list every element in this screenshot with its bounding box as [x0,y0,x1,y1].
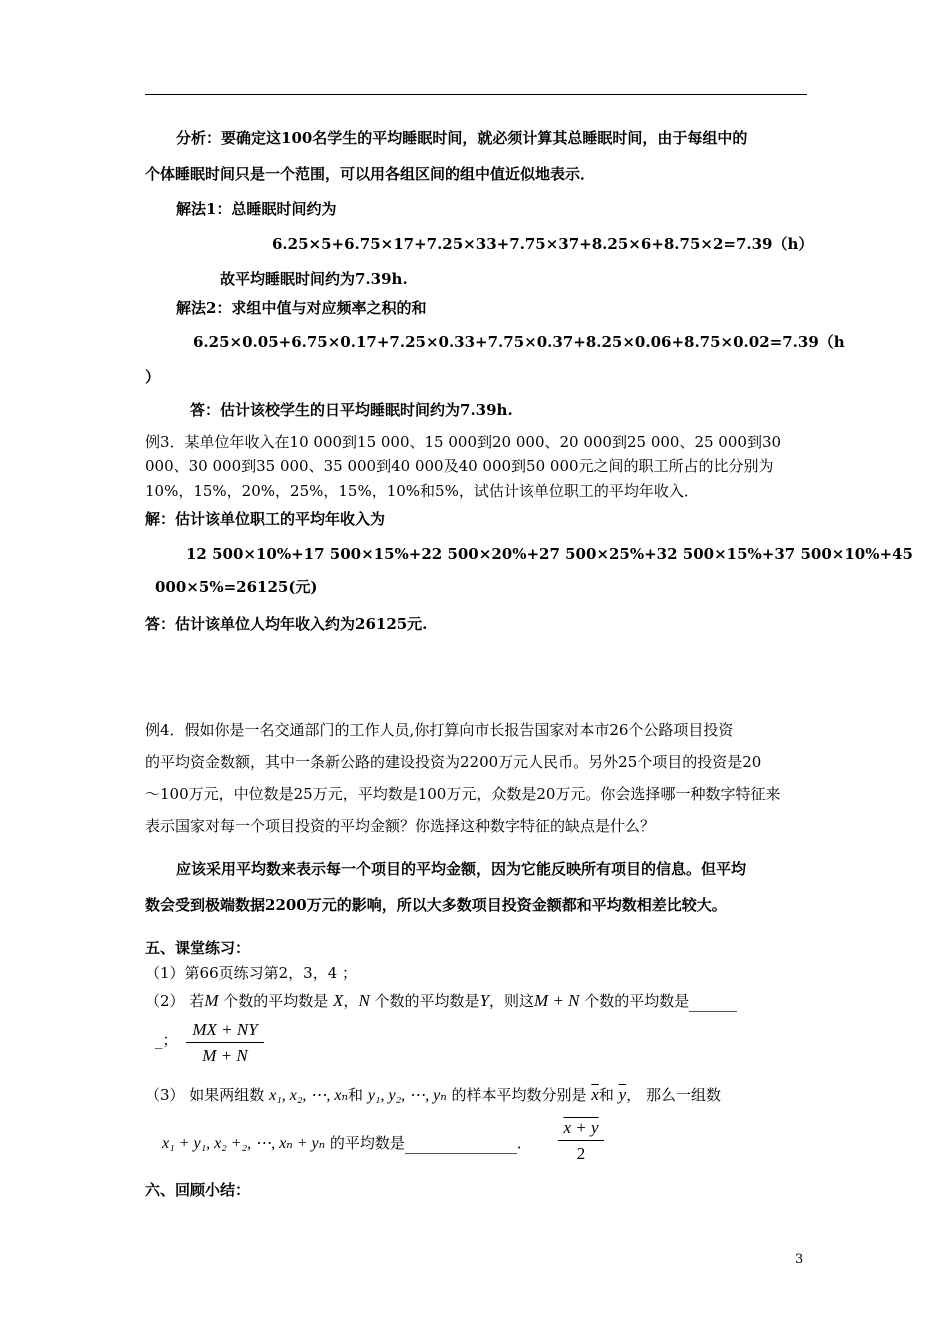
analysis-line-1: 分析：要确定这100名学生的平均睡眠时间，就必须计算其总睡眠时间，由于每组中的 [176,129,748,147]
method2-formula-line-2: ） [145,368,161,386]
item3-prefix: （3） 如果两组数 [145,1086,265,1104]
method1-result: 故平均睡眠时间约为7.39h. [220,270,408,288]
method1-formula: 6.25×5+6.75×17+7.25×33+7.75×37+8.25×6+8.75×2=7.39（h） [272,235,814,253]
item2-text: 个数的平均数是 [218,992,334,1010]
item2-fraction [186,1020,264,1066]
var-y: Y [479,991,490,1010]
var-m: M [204,991,219,1010]
example3-answer: 答：估计该单位人均年收入约为26125元. [145,615,428,633]
answer-blank [689,991,737,1012]
example4-answer-line-2: 数会受到极端数据2200万元的影响，所以大多数项目投资金额都和平均数相差比较大。 [145,896,727,914]
example4-line-3: ～100万元，中位数是25万元，平均数是100万元，众数是20万元。你会选择哪一种数字特征来 [145,785,781,803]
fraction-numerator: x + y [563,1118,599,1137]
answer-blank [405,1133,517,1154]
item3-text: ， 那么一组数 [626,1086,721,1104]
item3-and: 和 [598,1086,614,1104]
item2-prefix: （2） 若 [145,992,205,1010]
section5-title: 五、课堂练习： [145,939,251,957]
header-rule [145,94,807,95]
exercise-item-2 [145,991,737,1012]
var-x: X [333,991,344,1010]
page-number: 3 [795,1252,804,1267]
method2-title: 解法2：求组中值与对应频率之积的和 [176,299,427,317]
item2-text: 个数的平均数是 [579,992,690,1010]
example3-line-3: 10%，15%，20%，25%，15%，10%和5%，试估计该单位职工的平均年收入． [145,482,699,500]
seq-y: y₁, y₂, ⋯, yₙ [367,1087,447,1104]
answer-sleep: 答：估计该校学生的日平均睡眠时间约为7.39h. [190,401,513,419]
fraction-numerator: MX + NY [192,1020,258,1039]
item2-tail: _； [155,1031,178,1049]
item3-text: 的平均数是 [329,1134,405,1152]
seq-x: x₁, x₂, ⋯, xₙ [269,1087,349,1104]
exercise-item-3-line-2 [162,1133,532,1154]
method2-formula-line-1: 6.25×0.05+6.75×0.17+7.25×0.33+7.75×0.37+8.25×0.06+8.75×0.02=7.39（h [193,333,845,351]
fraction-denominator: M + N [202,1046,248,1065]
exercise-item-3 [145,1085,721,1106]
item3-fraction [558,1118,604,1164]
item3-period: ． [516,1134,532,1152]
analysis-line-2: 个体睡眠时间只是一个范围，可以用各组区间的组中值近似地表示． [145,165,596,183]
example3-line-1: 例3．某单位年收入在10 000到15 000、15 000到20 000、20 000到25 000、25 000到30 [145,433,782,451]
method1-title: 解法1：总睡眠时间约为 [176,200,337,218]
var-m-plus-n: M + N [534,991,580,1010]
item2-comma: ， [343,992,359,1010]
example4-line-1: 例4．假如你是一名交通部门的工作人员,你打算向市长报告国家对本市26个公路项目投资 [145,721,734,739]
example4-line-2: 的平均资金数额，其中一条新公路的建设投资为2200万元人民币。另外25个项目的投资是20 [145,753,762,771]
example3-line-2: 000、30 000到35 000、35 000到40 000及40 000到50 000元之间的职工所占的比分别为 [145,457,774,475]
example3-formula-line-1: 12 500×10%+17 500×15%+22 500×20%+27 500×25%+32 500×15%+37 500×10%+45 [186,545,913,563]
section6-title: 六、回顾小结： [145,1181,251,1199]
example3-formula-line-2: 000×5%=26125(元) [155,578,318,596]
var-n: N [358,991,370,1010]
item3-text: 的样本平均数分别是 [451,1086,587,1104]
item2-text: ，则这 [489,992,535,1010]
y-bar: $\overline{y}$ [618,1085,627,1104]
example4-answer-line-1: 应该采用平均数来表示每一个项目的平均金额，因为它能反映所有项目的信息。但平均 [176,860,747,878]
example4-line-4: 表示国家对每一个项目投资的平均金额？你选择这种数字特征的缺点是什么？ [145,817,656,835]
exercise-item-1: （1）第66页练习第2，3，4 ； [145,964,358,982]
x-bar: $\overline{x}$ [591,1085,599,1104]
fraction-denominator: 2 [576,1144,586,1163]
seq-sum: x₁ + y₁, x₂ +₂, ⋯, xₙ + yₙ [162,1135,326,1152]
item3-and: 和 [348,1086,364,1104]
item2-text: 个数的平均数是 [369,992,480,1010]
example3-solution-title: 解：估计该单位职工的平均年收入为 [145,510,386,528]
